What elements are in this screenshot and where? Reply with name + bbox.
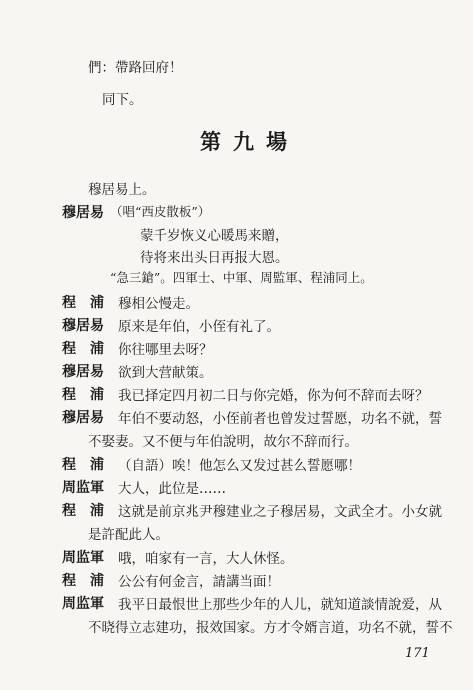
stage-direction: 同下。 — [102, 92, 143, 108]
page-number: 171 — [405, 646, 430, 661]
dialogue-line: 我已择定四月初二日与你完婚，你为何不辞而去呀？ — [118, 388, 429, 404]
speaker-name: 程 浦 — [62, 295, 104, 311]
speaker-name: 穆居易 — [62, 318, 104, 334]
dialogue-line: （自語）唉！他怎么又发过甚么誓愿哪！ — [118, 458, 361, 474]
speaker-name: 周监軍 — [62, 480, 104, 496]
speaker-name: 程 浦 — [62, 457, 104, 473]
speaker-name: 穆居易 — [62, 364, 104, 380]
dialogue-line: 我平日最恨世上那些少年的人儿，就知道談情說爱，从 — [118, 597, 442, 613]
verse-line: 待将来出头日再报大恩。 — [140, 250, 289, 266]
dialogue-line: 們：帶路回府！ — [88, 60, 183, 76]
dialogue-line: 哦，咱家有一言，大人休怪。 — [118, 551, 294, 567]
speaker-name: 程 浦 — [62, 503, 104, 519]
dialogue-line: 公公有何金言，請講当面！ — [118, 574, 280, 590]
dialogue-line: 穆相公慢走。 — [118, 296, 199, 312]
verse-line: 蒙千岁恢义心暖馬来贈， — [140, 228, 289, 244]
speaker-name: 穆居易 — [62, 205, 104, 221]
scene-title: 第九場 — [200, 129, 299, 154]
dialogue-continuation: 不娶妻。又不便与年伯說明，故尔不辞而行。 — [88, 434, 358, 450]
dialogue-continuation: 不晓得立志建功，报效国家。方才令婿言道，功名不就，誓不 — [88, 620, 453, 636]
speaker-name: 周监軍 — [62, 596, 104, 612]
dialogue-line: 这就是前京兆尹穆建业之子穆居易，文武全才。小女就 — [118, 504, 442, 520]
speaker-name: 程 浦 — [62, 341, 104, 357]
speaker-name: 穆居易 — [62, 410, 104, 426]
speaker-name: 周监軍 — [62, 550, 104, 566]
singing-cue: （唱“西皮散板”） — [110, 204, 211, 219]
speaker-name: 程 浦 — [62, 387, 104, 403]
dialogue-line: 年伯不要动怒，小侄前者也曾发过誓愿，功名不就，誓 — [118, 411, 442, 427]
dialogue-line: 欲到大营献策。 — [118, 365, 213, 381]
dialogue-line: 大人，此位是…… — [118, 481, 226, 497]
dialogue-continuation: 是許配此人。 — [88, 527, 169, 543]
dialogue-line: 你往哪里去呀？ — [118, 342, 213, 358]
dialogue-line: 原来是年伯，小侄有礼了。 — [118, 319, 280, 335]
stage-direction: 穆居易上。 — [88, 182, 156, 198]
speaker-name: 程 浦 — [62, 573, 104, 589]
stage-direction: “急三鎗”。四軍士、中軍、周監軍、程浦同上。 — [110, 270, 373, 285]
